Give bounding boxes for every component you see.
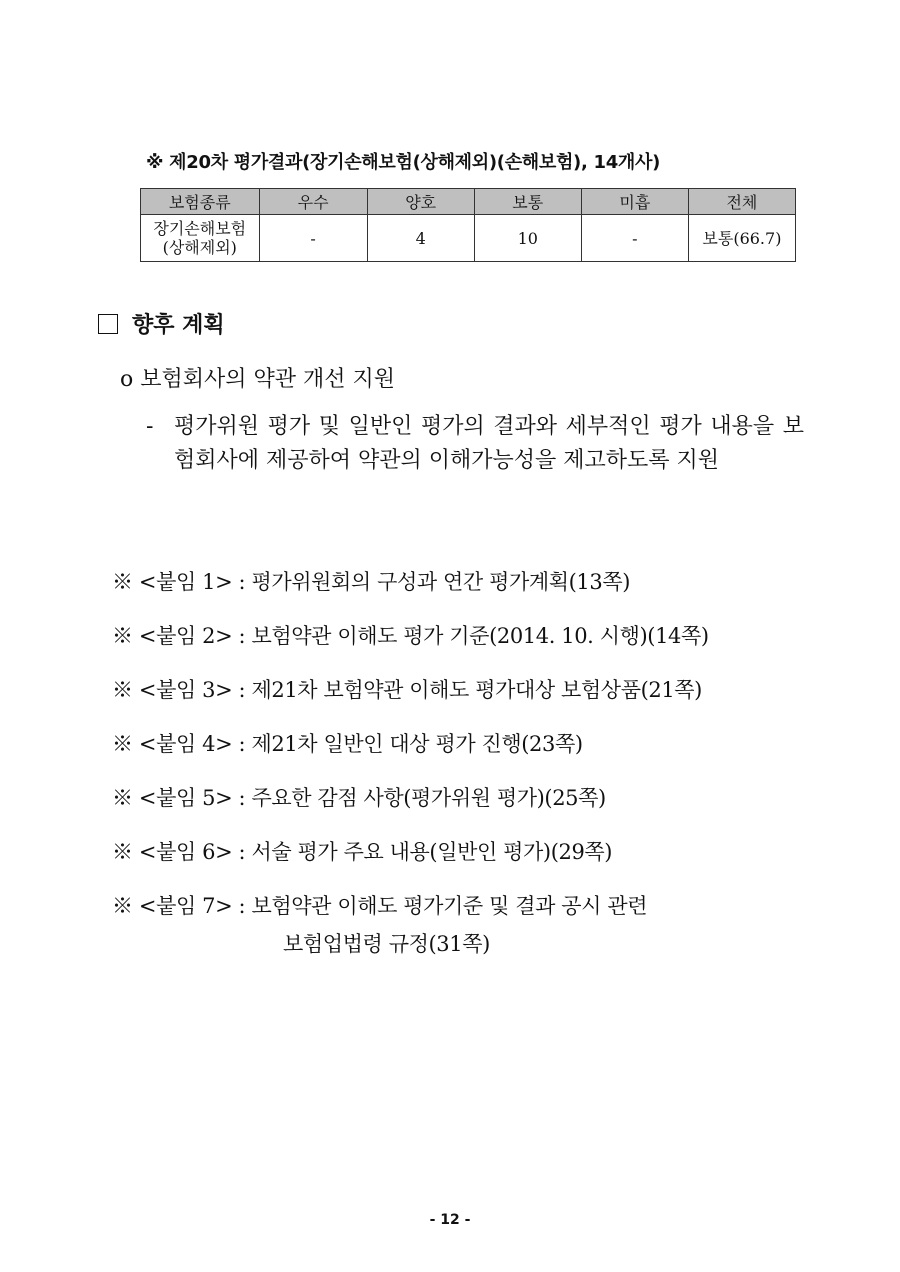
evaluation-result-table xyxy=(140,188,796,262)
bullet-item: o 보험회사의 약관 개선 지원 xyxy=(120,367,395,392)
attachment-4: ※ <붙임 4> : 제21차 일반인 대상 평가 진행(23쪽) xyxy=(112,732,583,756)
dash-item-text: 평가위원 평가 및 일반인 평가의 결과와 세부적인 평가 내용을 보험회사에 제공하여 약관의 이해가능성을 제고하도록 지원 xyxy=(174,414,804,473)
page-number: - 12 - xyxy=(429,1212,471,1228)
cell-good: 4 xyxy=(367,215,474,262)
header-excellent: 우수 xyxy=(259,189,367,215)
attachment-7: ※ <붙임 7> : 보험약관 이해도 평가기준 및 결과 공시 관련 xyxy=(112,894,648,918)
attachment-7-continuation: 보험업법령 규정(31쪽) xyxy=(283,932,490,956)
attachment-5: ※ <붙임 5> : 주요한 감점 사항(평가위원 평가)(25쪽) xyxy=(112,786,606,810)
table-row xyxy=(141,215,796,262)
section-title: 향후 계획 xyxy=(132,313,225,338)
insurance-type-line2: (상해제외) xyxy=(162,238,237,257)
header-overall: 전체 xyxy=(688,189,795,215)
checkbox-square-icon xyxy=(98,314,118,334)
cell-overall: 보통(66.7) xyxy=(688,215,795,262)
cell-excellent: - xyxy=(259,215,367,262)
dash-item xyxy=(146,410,804,478)
attachment-2: ※ <붙임 2> : 보험약관 이해도 평가 기준(2014. 10. 시행)(14쪽) xyxy=(112,624,709,648)
cell-average: 10 xyxy=(474,215,581,262)
cell-insurance-type xyxy=(141,215,260,262)
dash-marker: - xyxy=(146,414,154,439)
header-insurance-type: 보험종류 xyxy=(141,189,260,215)
header-poor: 미흡 xyxy=(581,189,688,215)
attachment-3: ※ <붙임 3> : 제21차 보험약관 이해도 평가대상 보험상품(21쪽) xyxy=(112,678,702,702)
header-average: 보통 xyxy=(474,189,581,215)
table-header-row xyxy=(141,189,796,215)
section-heading xyxy=(98,308,225,339)
attachment-6: ※ <붙임 6> : 서술 평가 주요 내용(일반인 평가)(29쪽) xyxy=(112,840,613,864)
cell-poor: - xyxy=(581,215,688,262)
header-good: 양호 xyxy=(367,189,474,215)
insurance-type-line1: 장기손해보험 xyxy=(153,219,247,238)
attachment-1: ※ <붙임 1> : 평가위원회의 구성과 연간 평가계획(13쪽) xyxy=(112,570,631,594)
table-caption: ※ 제20차 평가결과(장기손해보험(상해제외)(손해보험), 14개사) xyxy=(146,152,661,173)
